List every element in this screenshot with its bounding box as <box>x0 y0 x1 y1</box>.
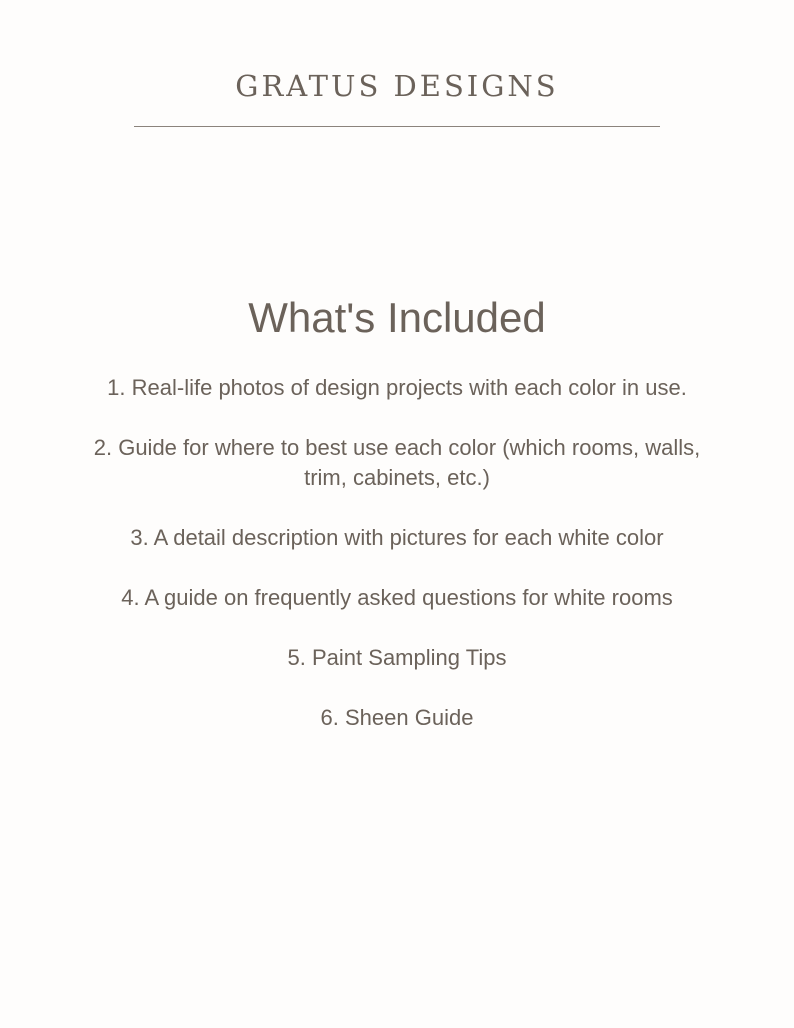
list-item: 6. Sheen Guide <box>320 705 474 730</box>
list-item: 3. A detail description with pictures for each white color <box>130 525 664 550</box>
list-item: 4. A guide on frequently asked questions for white rooms <box>121 585 673 610</box>
brand-title: GRATUS DESIGNS <box>235 69 559 103</box>
list-item: 1. Real-life photos of design projects with each color in use. <box>107 375 687 400</box>
section-title: What's Included <box>248 294 546 341</box>
included-list <box>0 373 794 763</box>
list-item: 5. Paint Sampling Tips <box>287 645 507 670</box>
header-divider <box>134 126 660 127</box>
list-item: 2. Guide for where to best use each color (which rooms, walls, trim, cabinets, etc.) <box>93 435 701 490</box>
